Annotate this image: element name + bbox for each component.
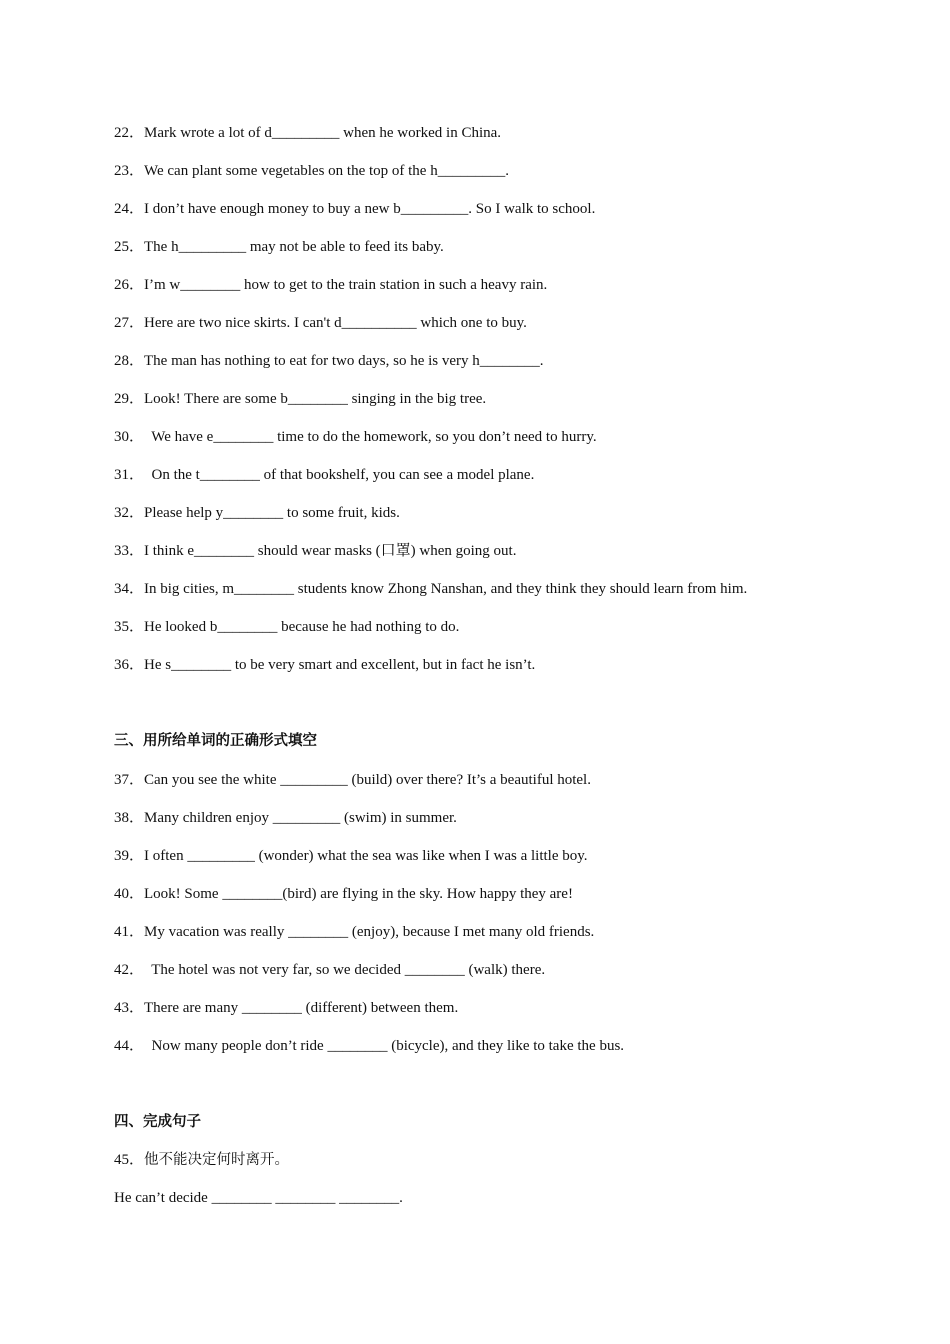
question-25 bbox=[114, 237, 444, 257]
question-39 bbox=[114, 846, 588, 866]
question-29 bbox=[114, 389, 486, 409]
question-number: 45． bbox=[114, 1152, 145, 1168]
question-44 bbox=[114, 1036, 624, 1056]
question-number: 33． bbox=[114, 543, 145, 559]
question-40 bbox=[114, 884, 573, 904]
question-number: 23． bbox=[114, 163, 145, 179]
section-4-heading: 四、完成句子 bbox=[114, 1114, 201, 1130]
question-27 bbox=[114, 313, 527, 333]
question-number: 35． bbox=[114, 619, 145, 635]
question-45 bbox=[114, 1150, 289, 1170]
question-28 bbox=[114, 351, 544, 371]
question-41 bbox=[114, 922, 594, 942]
question-number: 30． bbox=[114, 429, 145, 445]
question-text: Here are two nice skirts. I can't d__________ which one to buy. bbox=[144, 315, 527, 331]
question-text: I don’t have enough money to buy a new b_________. So I walk to school. bbox=[144, 201, 596, 217]
question-text: Can you see the white _________ (build) over there? It’s a beautiful hotel. bbox=[144, 772, 591, 788]
question-number: 44． bbox=[114, 1038, 145, 1054]
question-text: Please help y________ to some fruit, kids. bbox=[144, 505, 400, 521]
question-text: The h_________ may not be able to feed its baby. bbox=[144, 239, 444, 255]
question-34 bbox=[114, 579, 747, 599]
question-26 bbox=[114, 275, 547, 295]
question-number: 37． bbox=[114, 772, 145, 788]
question-31 bbox=[114, 465, 534, 485]
question-30 bbox=[114, 427, 597, 447]
question-text: Now many people don’t ride ________ (bicycle), and they like to take the bus. bbox=[144, 1038, 625, 1054]
question-42 bbox=[114, 960, 545, 980]
question-text: Mark wrote a lot of d_________ when he worked in China. bbox=[144, 125, 502, 141]
question-number: 34． bbox=[114, 581, 145, 597]
question-number: 42． bbox=[114, 962, 145, 978]
question-number: 41． bbox=[114, 924, 145, 940]
question-text: We have e________ time to do the homework, so you don’t need to hurry. bbox=[144, 429, 597, 445]
question-33 bbox=[114, 541, 516, 561]
question-text: In big cities, m________ students know Zhong Nanshan, and they think they should learn from him. bbox=[144, 581, 748, 597]
question-text: Look! There are some b________ singing in the big tree. bbox=[144, 391, 487, 407]
question-text: Look! Some ________(bird) are flying in the sky. How happy they are! bbox=[144, 886, 573, 902]
question-22 bbox=[114, 123, 501, 143]
question-38 bbox=[114, 808, 457, 828]
section-3-heading: 三、用所给单词的正确形式填空 bbox=[114, 733, 317, 749]
question-43 bbox=[114, 998, 458, 1018]
question-number: 31． bbox=[114, 467, 145, 483]
question-text: On the t________ of that bookshelf, you can see a model plane. bbox=[144, 467, 535, 483]
question-text: My vacation was really ________ (enjoy), because I met many old friends. bbox=[144, 924, 595, 940]
question-32 bbox=[114, 503, 400, 523]
question-text: The hotel was not very far, so we decided ________ (walk) there. bbox=[144, 962, 546, 978]
question-number: 28． bbox=[114, 353, 145, 369]
question-text: Many children enjoy _________ (swim) in summer. bbox=[144, 810, 457, 826]
question-text: I’m w________ how to get to the train station in such a heavy rain. bbox=[144, 277, 548, 293]
question-number: 29． bbox=[114, 391, 145, 407]
question-text: I often _________ (wonder) what the sea was like when I was a little boy. bbox=[144, 848, 588, 864]
question-number: 36． bbox=[114, 657, 145, 673]
question-number: 22． bbox=[114, 125, 145, 141]
question-number: 39． bbox=[114, 848, 145, 864]
question-number: 27． bbox=[114, 315, 145, 331]
question-text: We can plant some vegetables on the top of the h_________. bbox=[144, 163, 509, 179]
question-45-english: He can’t decide ________ ________ ________. bbox=[114, 1190, 403, 1206]
question-number: 25． bbox=[114, 239, 145, 255]
question-text: He s________ to be very smart and excellent, but in fact he isn’t. bbox=[144, 657, 536, 673]
question-35 bbox=[114, 617, 459, 637]
question-24 bbox=[114, 199, 595, 219]
question-number: 32． bbox=[114, 505, 145, 521]
question-chinese-prompt: 他不能决定何时离开。 bbox=[144, 1152, 290, 1168]
question-text: He looked b________ because he had nothing to do. bbox=[144, 619, 460, 635]
question-36 bbox=[114, 655, 535, 675]
question-37 bbox=[114, 770, 591, 790]
question-number: 24． bbox=[114, 201, 145, 217]
question-text: I think e________ should wear masks (口罩) when going out. bbox=[144, 543, 517, 559]
question-23 bbox=[114, 161, 509, 181]
question-number: 43． bbox=[114, 1000, 145, 1016]
question-text: There are many ________ (different) between them. bbox=[144, 1000, 459, 1016]
question-number: 38． bbox=[114, 810, 145, 826]
question-text: The man has nothing to eat for two days, so he is very h________. bbox=[144, 353, 544, 369]
question-number: 26． bbox=[114, 277, 145, 293]
question-number: 40． bbox=[114, 886, 145, 902]
